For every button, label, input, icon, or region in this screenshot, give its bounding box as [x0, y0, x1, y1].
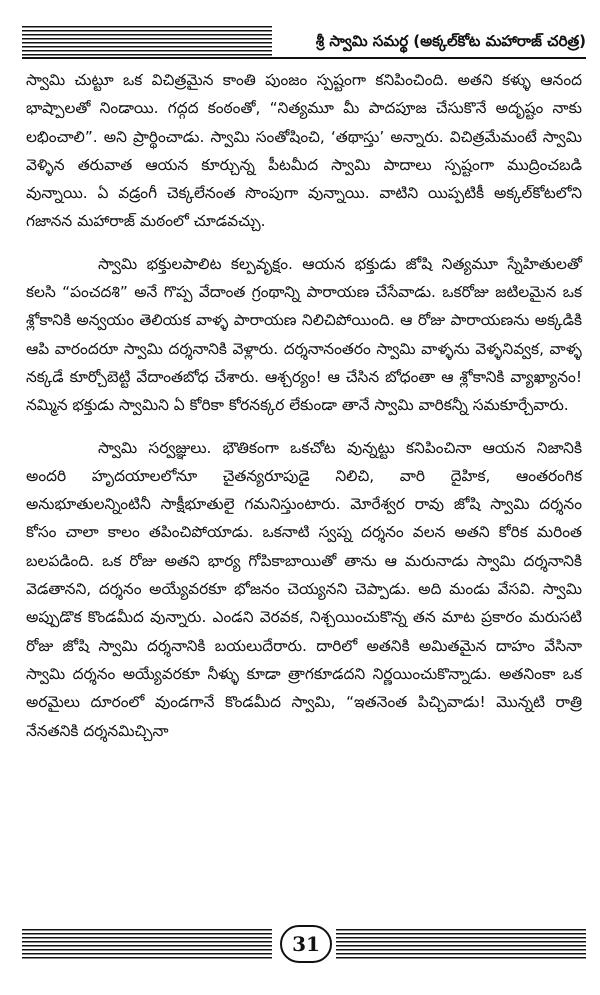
page-header — [22, 26, 586, 56]
header-decorative-lines — [22, 26, 272, 56]
paragraph-3: స్వామి సర్వజ్ఞులు. భౌతికంగా ఒకచోట వున్నట్టు కనిపించినా ఆయన నిజానికి అందరి హృదయాలలోనూ చైతన్యరూపుడై నిలిచి, వారి దైహిక, ఆంతరంగిక అనుభూతులన్నింటినీ సాక్షీభూతులై గమనిస్తుంటారు. మోరేశ్వర రావు జోషి స్వామి దర్శనం కోసం చాలా కాలం తపించిపోయాడు. ఒకనాటి స్వప్న దర్శనం వలన అతని కోరిక మరింత బలపడింది. ఒక రోజు అతని భార్య గోపికాబాయితో తాను ఆ మరునాడు స్వామి దర్శనానికి వెడతానని, దర్శనం అయ్యేవరకూ భోజనం చెయ్యనని చెప్పాడు. అది మండు వేసవి. స్వామి అప్పుడొక కొండమీద వున్నారు. ఎండని వెరవక, నిశ్చయించుకొన్న తన మాట ప్రకారం మరుసటి రోజు జోషి స్వామి దర్శనానికి బయలుదేరారు. దారిలో అతనికి అమితమైన దాహం వేసినా స్వామి దర్శనం అయ్యేవరకూ నీళ్ళు కూడా త్రాగకూడదని నిర్ణయించుకొన్నాడు. అతనింకా ఒక అరమైలు దూరంలో వుండగానే కొండమీద స్వామి, “ఇతనెంత పిచ్చివాడు! మొన్నటి రాత్రి నేనతనికి దర్శనమిచ్చినా — [26, 438, 582, 740]
paragraph-1: స్వామి చుట్టూ ఒక విచిత్రమైన కాంతి పుంజం స్పష్టంగా కనిపించింది. అతని కళ్ళు ఆనంద భాష్పాలతో నిండాయి. గద్గద కంఠంతో, “నిత్యమూ మీ పాదపూజ చేసుకొనే అదృష్టం నాకు లభించాలి”. అని ప్రార్థించాడు. స్వామి సంతోషించి, ‘తథాస్తు’ అన్నారు. విచిత్రమేమంటే స్వామి వెళ్ళిన తరువాత ఆయన కూర్చున్న పీటమీద స్వామి పాదాలు స్పష్టంగా ముద్రించబడి వున్నాయి. ఏ వడ్రంగీ చెక్కలేనంత సొంపుగా వున్నాయి. వాటిని యిప్పటికీ అక్కల్‌కోటలోని గజానన మహారాజ్ మఠంలో చూడవచ్చు. — [26, 71, 582, 231]
header-rule — [22, 57, 586, 59]
footer-decorative-lines-left — [22, 929, 272, 959]
running-title: శ్రీ స్వామి సమర్థ (అక్కల్‌కోట మహారాజ్ చరిత్ర) — [315, 32, 586, 50]
page-number: 31 — [280, 925, 332, 963]
paragraph-2: స్వామి భక్తులపాలిట కల్పవృక్షం. ఆయన భక్తుడు జోషి నిత్యమూ స్నేహితులతో కలసి “పంచదశి” అనే గొప్ప వేదాంత గ్రంథాన్ని పారాయణ చేసేవాడు. ఒకరోజు జటిలమైన ఒక శ్లోకానికి అన్వయం తెలియక వాళ్ళ పారాయణ నిలిచిపోయింది. ఆ రోజు పారాయణను అక్కడికి ఆపి వారందరూ స్వామి దర్శనానికి వెళ్లారు. దర్శనానంతరం స్వామి వాళ్ళను వెళ్ళనివ్వక, వాళ్ళ నక్కడే కూర్చోబెట్టి వేదాంతబోధ చేశారు. ఆశ్చర్యం! ఆ చేసిన బోధంతా ఆ శ్లోకానికి వ్యాఖ్యానం! నమ్మిన భక్తుడు స్వామిని ఏ కోరికా కోరనక్కర లేకుండా తానే స్వామి వారికన్నీ సమకూర్చేవారు. — [26, 254, 582, 415]
page-footer — [22, 925, 586, 965]
page-body — [26, 66, 582, 759]
footer-decorative-lines-right — [336, 929, 586, 959]
